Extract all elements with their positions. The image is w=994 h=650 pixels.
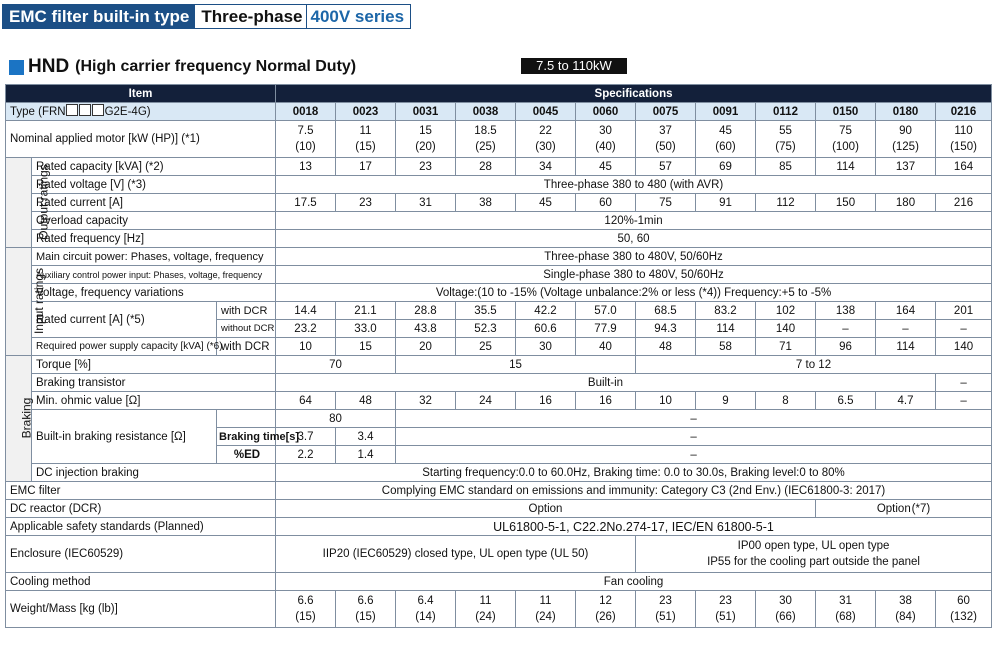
value-cell: – [936,374,992,392]
sub-label: with DCR [217,338,276,356]
value-cell: 43.8 [396,320,456,338]
value-cell: 20 [396,338,456,356]
value-cell: 114 [696,320,756,338]
model-cell: 0075 [636,103,696,121]
value-cell: 45 [516,194,576,212]
value-line: (51) [655,611,676,623]
value-cell: 13 [276,158,336,176]
value-cell [516,591,576,628]
torque-row [6,356,992,374]
title-sub: (High carrier frequency Normal Duty) [75,58,357,75]
value-line: (84) [895,611,916,623]
series-banner [2,4,411,29]
banner-phase: Three-phase [201,7,303,26]
value-line: (15) [355,141,376,153]
value-cell [456,121,516,158]
value-cell: 17.5 [276,194,336,212]
value-cell [516,121,576,158]
type-row [6,103,992,121]
value-line: IP00 open type, UL open type [737,540,890,552]
placeholder-box-icon [66,104,78,116]
span-value: – [396,410,992,428]
row-label: Weight/Mass [kg (lb)] [6,591,276,628]
span-value: Built-in [276,374,936,392]
value-line: 23 [659,595,672,607]
value-cell: 114 [876,338,936,356]
row-label: DC reactor (DCR) [6,500,276,518]
row-label: Min. ohmic value [Ω] [32,392,276,410]
value-cell: 140 [936,338,992,356]
spec-header: Specifications [276,85,992,103]
sub-label: %ED [217,446,276,464]
dc-injection-row [6,464,992,482]
span-value: – [396,446,992,464]
value-cell: 3.4 [336,428,396,446]
value-line: (14) [415,611,436,623]
input-ratings-group [6,248,47,356]
value-cell: 69 [696,158,756,176]
value-cell [336,121,396,158]
value-line: 11 [479,595,492,607]
span-value: Complying EMC standard on emissions and immunity: Category C3 (2nd Env.) (IEC61800-3: 2017) [276,482,992,500]
span-value: UL61800-5-1, C22.2No.274-17, IEC/EN 61800-5-1 [276,518,992,536]
value-cell: – [816,320,876,338]
value-cell: 4.7 [876,392,936,410]
value-cell [636,591,696,628]
value-cell: 138 [816,302,876,320]
value-cell: 140 [756,320,816,338]
value-line: 6.6 [357,595,374,607]
type-prefix: Type (FRN [10,105,66,118]
value-cell: 23.2 [276,320,336,338]
value-line: 11 [359,125,372,137]
group-label: Output ratings [36,164,51,240]
value-line: (100) [832,141,859,153]
span-value: IIP20 (IEC60529) closed type, UL open type (UL 50) [276,536,636,573]
value-cell: 164 [936,158,992,176]
frequency-row [6,230,992,248]
span-value: 50, 60 [276,230,992,248]
main-power-row [6,248,992,266]
value-line: (30) [535,141,556,153]
value-cell: 150 [816,194,876,212]
dcr-row [6,500,992,518]
placeholder-box-icon [79,104,91,116]
item-header: Item [6,85,276,103]
row-label: Rated current [A] [32,194,276,212]
overload-row [6,212,992,230]
value-cell: 6.5 [816,392,876,410]
value-cell: 28 [456,158,516,176]
row-label: Overload capacity [32,212,276,230]
transistor-row [6,374,992,392]
safety-row [6,518,992,536]
row-label: Auxiliary control power input: Phases, voltage, frequency [32,266,276,284]
value-cell: 33.0 [336,320,396,338]
value-line: (15) [295,611,316,623]
row-label: EMC filter [6,482,276,500]
model-cell: 0038 [456,103,516,121]
row-label: Rated current [A] (*5) [32,302,217,338]
braking-group [6,356,32,482]
row-label: Enclosure (IEC60529) [6,536,276,573]
aux-power-row [6,266,992,284]
value-line: (60) [715,141,736,153]
with-dcr-row [6,302,992,320]
value-cell: 30 [516,338,576,356]
value-line: 6.6 [297,595,314,607]
sub-label: with DCR [217,302,276,320]
model-cell: 0091 [696,103,756,121]
value-cell: 42.2 [516,302,576,320]
value-line: 75 [839,125,852,137]
value-cell: 64 [276,392,336,410]
model-cell: 0060 [576,103,636,121]
value-cell: 21.1 [336,302,396,320]
spec-table [5,84,992,628]
span-value: 120%-1min [276,212,992,230]
model-cell: 0180 [876,103,936,121]
banner-type: EMC filter built-in type [3,5,195,28]
value-cell: 3.7 [276,428,336,446]
square-bullet-icon [9,60,24,75]
value-line: 22 [539,125,552,137]
value-cell: 1.4 [336,446,396,464]
value-cell: 10 [636,392,696,410]
value-line: 38 [899,595,912,607]
value-cell [276,121,336,158]
value-line: (66) [775,611,796,623]
model-cell: 0045 [516,103,576,121]
section-title [9,56,356,78]
value-cell: 24 [456,392,516,410]
value-cell: – [936,320,992,338]
model-cell: 0112 [756,103,816,121]
model-cell: 0031 [396,103,456,121]
value-line: IP55 for the cooling part outside the panel [707,556,920,568]
value-cell [576,121,636,158]
value-line: (150) [950,141,977,153]
span-value: Starting frequency:0.0 to 60.0Hz, Braking time: 0.0 to 30.0s, Braking level:0 to 80% [276,464,992,482]
value-line: (26) [595,611,616,623]
span-value: Voltage:(10 to -15% (Voltage unbalance:2% or less (*4)) Frequency:+5 to -5% [276,284,992,302]
value-cell: 58 [696,338,756,356]
value-cell: 10 [276,338,336,356]
row-label: Rated frequency [Hz] [32,230,276,248]
span-value: Fan cooling [276,573,992,591]
value-cell: 83.2 [696,302,756,320]
enclosure-row [6,536,992,573]
row-label: Cooling method [6,573,276,591]
value-cell: – [876,320,936,338]
value-cell: 114 [816,158,876,176]
value-cell: 112 [756,194,816,212]
value-cell [936,121,992,158]
value-cell: 14.4 [276,302,336,320]
value-cell: 31 [396,194,456,212]
span-value: 80 [276,410,396,428]
value-cell [396,121,456,158]
value-cell: 48 [636,338,696,356]
type-suffix: G2E-4G) [104,105,151,118]
value-cell: 91 [696,194,756,212]
value-cell: 201 [936,302,992,320]
span-value [636,536,992,573]
model-cell: 0023 [336,103,396,121]
value-cell: 57.0 [576,302,636,320]
value-line: 30 [779,595,792,607]
value-cell: 216 [936,194,992,212]
value-line: (20) [415,141,436,153]
value-cell: 85 [756,158,816,176]
value-line: 12 [599,595,612,607]
value-cell: 32 [396,392,456,410]
model-cell: 0216 [936,103,992,121]
ohmic-row [6,392,992,410]
banner-series: 400V series [306,5,410,28]
value-cell: 77.9 [576,320,636,338]
value-line: (25) [475,141,496,153]
value-cell: 2.2 [276,446,336,464]
value-cell: 45 [576,158,636,176]
value-cell: 40 [576,338,636,356]
value-cell [696,591,756,628]
value-cell: 34 [516,158,576,176]
value-cell [456,591,516,628]
value-cell [876,591,936,628]
model-cell: 0150 [816,103,876,121]
row-label: Applicable safety standards (Planned) [6,518,276,536]
group-label: Braking [19,397,34,439]
value-line: 6.4 [417,595,434,607]
type-label [6,103,276,121]
span-value: 7 to 12 [636,356,992,374]
span-value: Option (*7) [816,500,992,518]
row-label: Main circuit power: Phases, voltage, frequency [32,248,276,266]
sub-label: without DCR [217,320,276,338]
value-cell [336,591,396,628]
current-row [6,194,992,212]
value-line: 23 [719,595,732,607]
value-cell [696,121,756,158]
value-line: (125) [892,141,919,153]
row-label: Voltage, frequency variations [32,284,276,302]
row-label: Built-in braking resistance [Ω] [32,410,217,464]
value-line: 15 [419,125,432,137]
value-line: (24) [535,611,556,623]
value-cell: 71 [756,338,816,356]
value-cell [816,121,876,158]
span-value: 15 [396,356,636,374]
value-cell [756,591,816,628]
supply-row [6,338,992,356]
value-line: 90 [899,125,912,137]
value-cell: 16 [516,392,576,410]
value-cell: 16 [576,392,636,410]
value-cell: 15 [336,338,396,356]
range-badge: 7.5 to 110kW [521,58,627,74]
value-line: 31 [839,595,852,607]
value-line: 18.5 [474,125,497,137]
value-line: 30 [599,125,612,137]
value-cell: 57 [636,158,696,176]
capacity-row [6,158,992,176]
row-label: Required power supply capacity [kVA] (*6) [32,338,217,356]
value-cell: 96 [816,338,876,356]
span-value: – [396,428,992,446]
output-ratings-group [6,158,51,248]
value-line: (51) [715,611,736,623]
value-cell: 52.3 [456,320,516,338]
value-line: (10) [295,141,316,153]
motor-row [6,121,992,158]
value-cell: 23 [396,158,456,176]
value-cell: 25 [456,338,516,356]
value-cell: 60 [576,194,636,212]
value-line: 60 [957,595,970,607]
span-value: Three-phase 380 to 480 (with AVR) [276,176,992,194]
value-cell: 28.8 [396,302,456,320]
value-cell: 8 [756,392,816,410]
cooling-row [6,573,992,591]
value-cell: 60.6 [516,320,576,338]
value-line: (75) [775,141,796,153]
blank-cell [217,410,276,428]
value-line: (40) [595,141,616,153]
row-label: Rated capacity [kVA] (*2) [32,158,276,176]
value-cell: 68.5 [636,302,696,320]
title-main: HND [28,56,70,77]
value-line: 11 [539,595,552,607]
voltage-row [6,176,992,194]
span-value: Option [276,500,816,518]
span-value: Single-phase 380 to 480V, 50/60Hz [276,266,992,284]
value-line: (68) [835,611,856,623]
row-label: DC injection braking [32,464,276,482]
value-cell: 38 [456,194,516,212]
variations-row [6,284,992,302]
value-line: 55 [779,125,792,137]
value-cell: 94.3 [636,320,696,338]
span-value: Three-phase 380 to 480V, 50/60Hz [276,248,992,266]
value-cell [576,591,636,628]
value-cell [636,121,696,158]
value-cell: 137 [876,158,936,176]
value-line: 37 [659,125,672,137]
weight-row [6,591,992,628]
value-line: (15) [355,611,376,623]
value-cell: 164 [876,302,936,320]
value-cell: 75 [636,194,696,212]
span-value: 70 [276,356,396,374]
value-line: (132) [950,611,977,623]
value-cell: 102 [756,302,816,320]
value-cell: 9 [696,392,756,410]
model-cell: 0018 [276,103,336,121]
value-cell: – [936,392,992,410]
value-line: 7.5 [297,125,314,137]
value-cell [936,591,992,628]
value-line: 45 [719,125,732,137]
group-label: Input ratings [32,267,47,335]
emc-row [6,482,992,500]
header-row [6,85,992,103]
placeholder-box-icon [92,104,104,116]
value-cell: 17 [336,158,396,176]
value-line: (24) [475,611,496,623]
value-cell: 23 [336,194,396,212]
row-label: Rated voltage [V] (*3) [32,176,276,194]
row-label: Nominal applied motor [kW (HP)] (*1) [6,121,276,158]
value-cell [396,591,456,628]
value-cell [876,121,936,158]
value-cell [276,591,336,628]
row-label: Braking transistor [32,374,276,392]
value-cell: 180 [876,194,936,212]
value-cell: 35.5 [456,302,516,320]
row-label: Torque [%] [32,356,276,374]
sub-label: Braking time[s] [217,428,276,446]
value-line: (50) [655,141,676,153]
value-cell: 48 [336,392,396,410]
value-cell [756,121,816,158]
resistance-row [6,410,992,428]
value-cell [816,591,876,628]
value-line: 110 [954,125,973,137]
